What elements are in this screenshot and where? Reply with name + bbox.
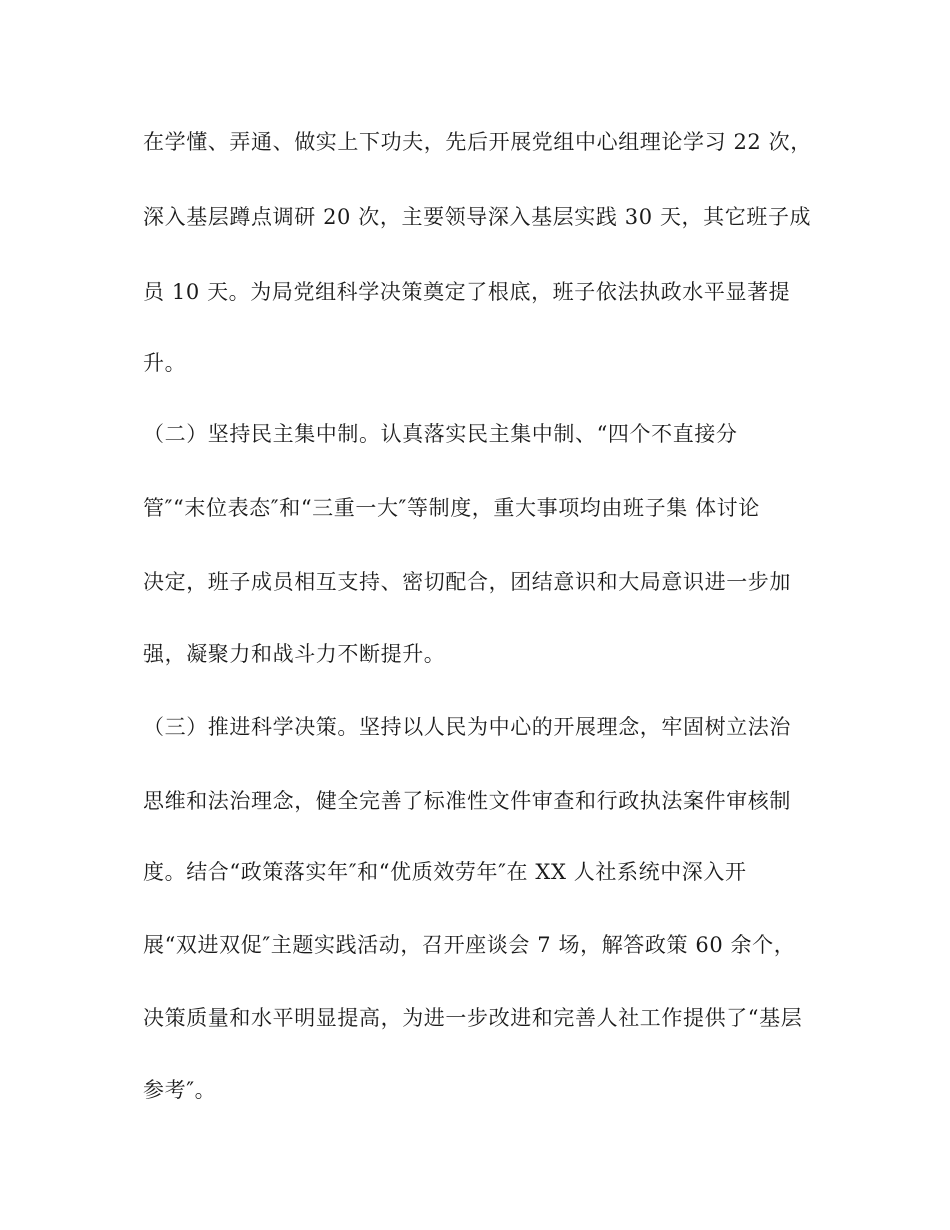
section-heading-line: （三）推进科学决策。坚持以人民为中心的开展理念，牢固树立法治	[143, 715, 791, 739]
body-text-line: 度。结合“政策落实年″和“优质效劳年″在 XX 人社系统中深入开	[143, 860, 747, 884]
body-text-line: 深入基层蹲点调研 20 次，主要领导深入基层实践 30 天，其它班子成	[143, 205, 812, 229]
body-text-line: 决定，班子成员相互支持、密切配合，团结意识和大局意识进一步加	[143, 570, 791, 594]
section-heading-line: （二）坚持民主集中制。认真落实民主集中制、“四个不直接分	[143, 422, 738, 446]
body-text-line: 展“双进双促″主题实践活动，召开座谈会 7 场，解答政策 60 余个，	[143, 933, 796, 957]
body-text-line: 强，凝聚力和战斗力不断提升。	[143, 642, 446, 666]
body-text-line: 员 10 天。为局党组科学决策奠定了根底，班子依法执政水平显著提	[143, 280, 791, 304]
body-text-line: 决策质量和水平明显提高，为进一步改进和完善人社工作提供了“基层	[143, 1006, 803, 1030]
body-text-line: 管″“末位表态″和“三重一大″等制度，重大事项均由班子集 体讨论	[143, 496, 760, 520]
body-text-line: 思维和法治理念，健全完善了标准性文件审查和行政执法案件审核制	[143, 789, 791, 813]
body-text-line: 参考″。	[143, 1078, 217, 1102]
body-text-line: 升。	[143, 351, 187, 375]
body-text-line: 在学懂、弄通、做实上下功夫，先后开展党组中心组理论学习 22 次，	[143, 130, 812, 154]
